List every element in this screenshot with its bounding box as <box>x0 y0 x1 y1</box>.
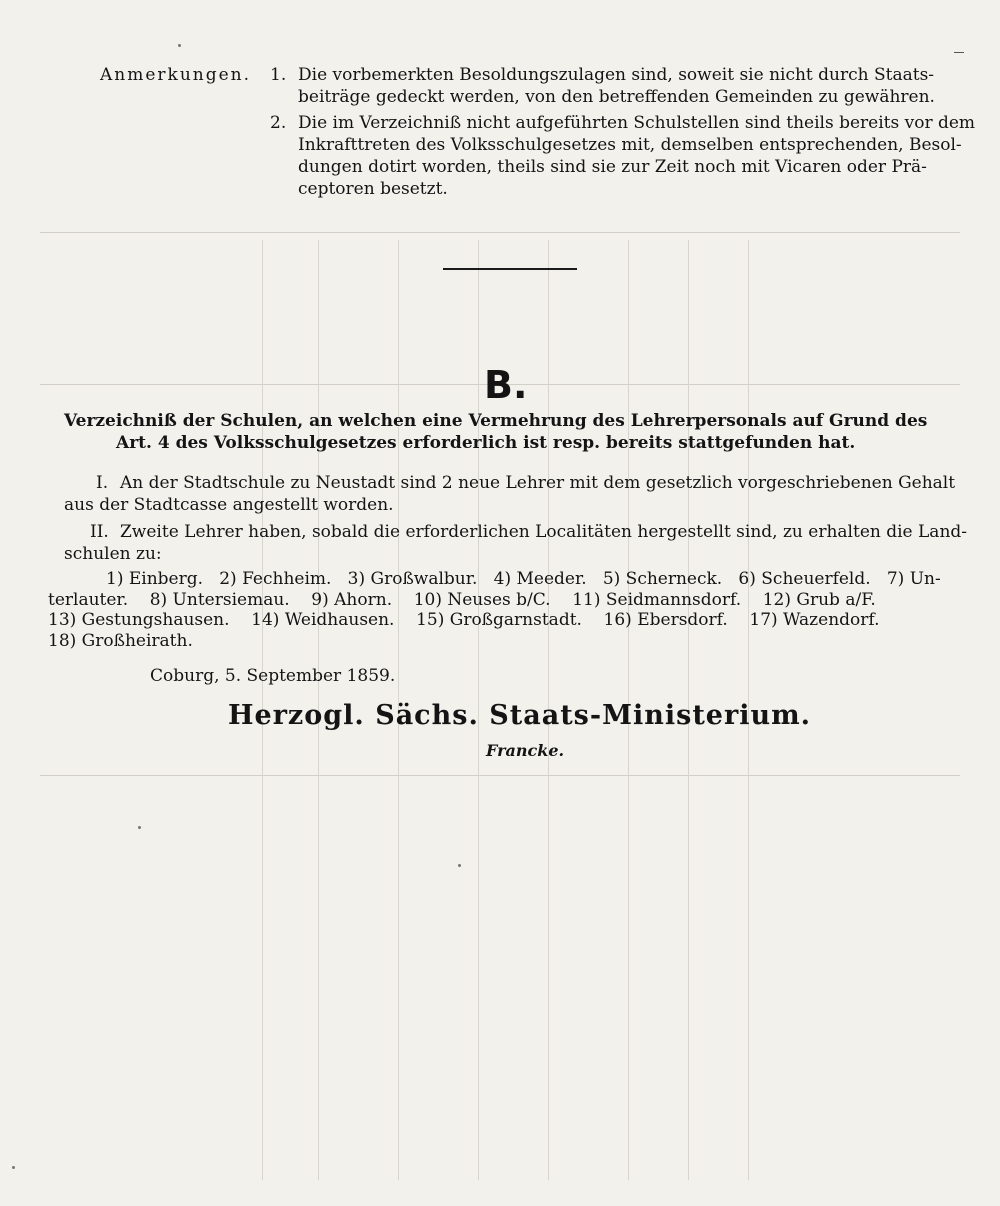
margin-mark <box>954 52 964 53</box>
section-heading-line-2: Art. 4 des Volksschulgesetzes erforderlich ist resp. bereits stattgefunden hat. <box>116 433 856 453</box>
note-2-line-3: dungen dotirt worden, theils sind sie zur Zeit noch mit Vicaren oder Prä- <box>298 157 927 177</box>
schools-line-3: 13) Gestungshausen. 14) Weidhausen. 15) Großgarnstadt. 16) Ebersdorf. 17) Wazendorf. <box>48 610 880 630</box>
note-1-number: 1. <box>270 65 287 85</box>
schools-line-2: terlauter. 8) Untersiemau. 9) Ahorn. 10) Neuses b/C. 11) Seidmannsdorf. 12) Grub a/F. <box>48 590 876 610</box>
paragraph-1-line-1: An der Stadtschule zu Neustadt sind 2 neue Lehrer mit dem gesetzlich vorgeschriebenen Gehalt <box>120 473 956 493</box>
speck <box>458 864 461 867</box>
note-2-line-1: Die im Verzeichniß nicht aufgeführten Schulstellen sind theils bereits vor dem <box>298 113 976 133</box>
schools-line-1: 1) Einberg. 2) Fechheim. 3) Großwalbur. 4) Meeder. 5) Scherneck. 6) Scheuerfeld. 7) Un- <box>106 569 941 589</box>
paragraph-2-line-1: Zweite Lehrer haben, sobald die erforderlichen Localitäten hergestellt sind, zu erhalten die Land- <box>120 522 968 542</box>
paragraph-1-line-2: aus der Stadtcasse angestellt worden. <box>64 495 394 515</box>
bleed-through-rule <box>40 232 960 233</box>
note-2-line-4: ceptoren besetzt. <box>298 179 448 199</box>
note-1-line-2: beiträge gedeckt werden, von den betreffenden Gemeinden zu gewähren. <box>298 87 935 107</box>
speck <box>178 44 181 47</box>
speck <box>138 826 141 829</box>
speck <box>12 1166 15 1169</box>
section-letter: B. <box>484 363 528 407</box>
separator-rule <box>443 268 577 270</box>
paragraph-1-number: I. <box>96 473 109 493</box>
bleed-through-rule <box>40 775 960 776</box>
paragraph-2-number: II. <box>90 522 109 542</box>
paragraph-2-line-2: schulen zu: <box>64 544 162 564</box>
signatory-name: Francke. <box>486 741 565 760</box>
dateline: Coburg, 5. September 1859. <box>150 666 396 686</box>
schools-line-4: 18) Großheirath. <box>48 631 193 651</box>
section-heading-line-1: Verzeichniß der Schulen, an welchen eine Vermehrung des Lehrerpersonals auf Grund des <box>64 411 928 431</box>
note-2-line-2: Inkrafttreten des Volksschulgesetzes mit, demselben entsprechenden, Besol- <box>298 135 962 155</box>
note-1-line-1: Die vorbemerkten Besoldungszulagen sind, soweit sie nicht durch Staats- <box>298 65 935 85</box>
note-2-number: 2. <box>270 113 287 133</box>
ministry-signature-line: Herzogl. Sächs. Staats-Ministerium. <box>228 700 812 731</box>
notes-label: Anmerkungen. <box>100 65 252 85</box>
